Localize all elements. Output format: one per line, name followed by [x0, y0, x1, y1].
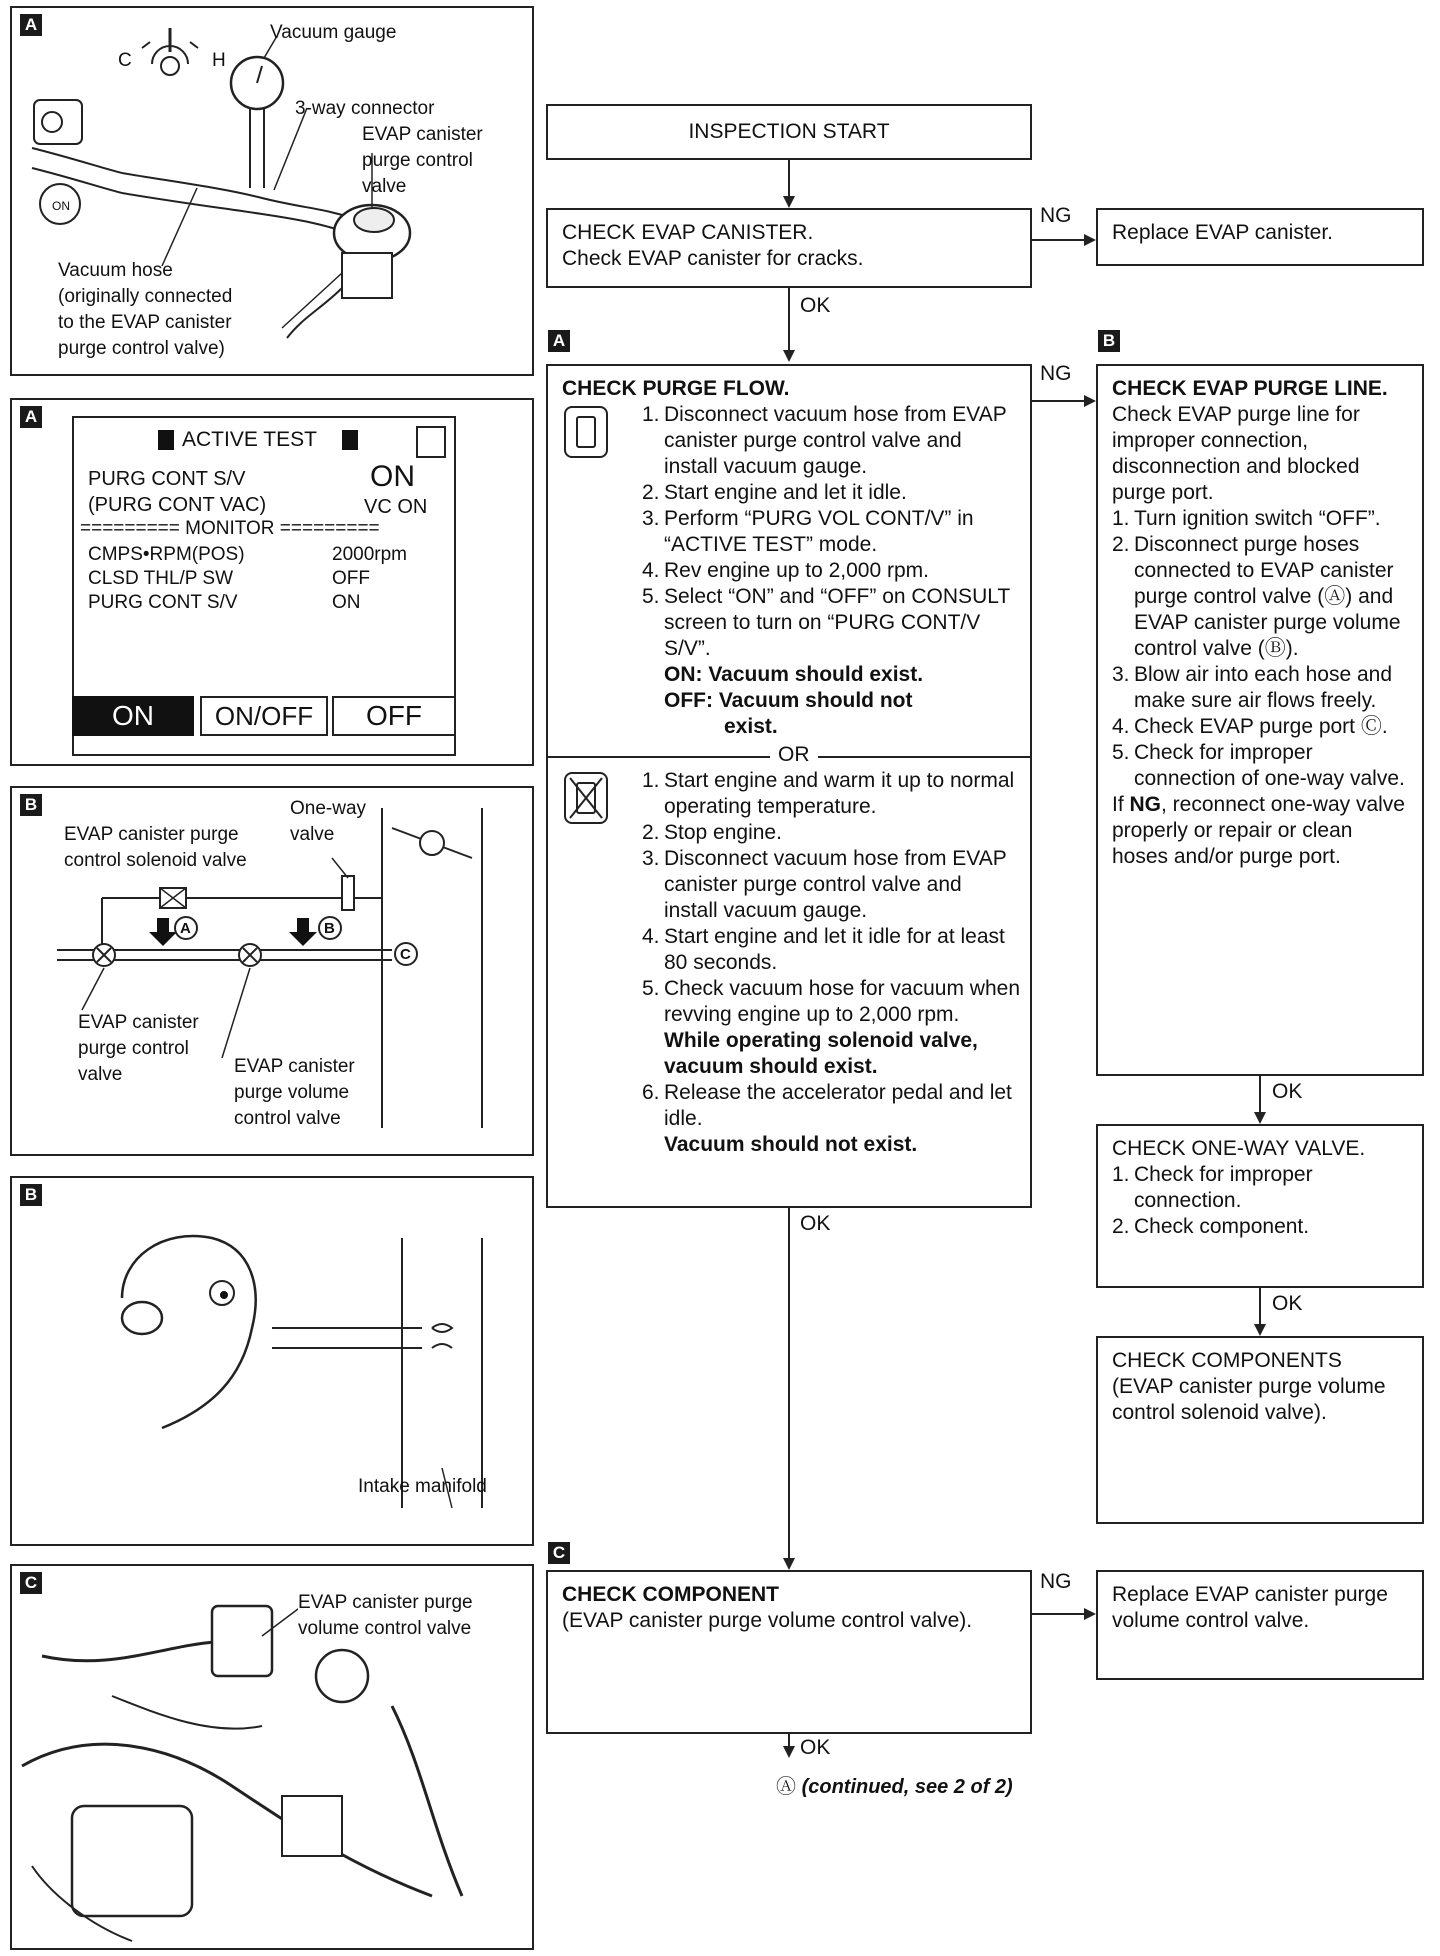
solenoid-label-1: EVAP canister purge — [64, 824, 239, 845]
or-label: OR — [770, 742, 818, 768]
purge-off-note-1: OFF: Vacuum should not — [664, 689, 913, 712]
components-title: CHECK COMPONENTS — [1112, 1349, 1342, 1372]
purge-flow-steps-b — [642, 768, 1020, 1158]
vacuum-hose-label-2: (originally connected — [58, 286, 233, 307]
purge-line-text: Check EVAP purge line for improper connection, disconnection and blocked purge port. — [1112, 403, 1360, 504]
panel-letter-a: A — [20, 406, 42, 428]
monitor-row2-label: CLSD THL/P SW — [88, 568, 234, 589]
purge-line-step-5: 5. Check for improper connection of one-way valve. — [1112, 741, 1405, 790]
purge-step-b5: 5. Check vacuum hose for vacuum when revving engine up to 2,000 rpm. — [642, 977, 1021, 1026]
ignition-on-label: ON — [52, 199, 70, 213]
monitor-row2-value: OFF — [332, 568, 370, 589]
purge-line-steps — [1112, 506, 1408, 792]
purge-on-note: ON: Vacuum should exist. — [664, 663, 924, 686]
purge-step-a1: 1. Disconnect vacuum hose from EVAP canister purge control valve and install vacuum gauge. — [642, 403, 1007, 478]
oneway-steps — [1112, 1162, 1408, 1240]
purge-line-step-4: 4. Check EVAP purge port Ⓒ. — [1112, 715, 1388, 738]
volume-valve-label-2: purge volume — [234, 1082, 350, 1103]
purge-line-footer: If NG, reconnect one-way valve properly or repair or clean hoses and/or purge port. — [1112, 793, 1405, 868]
engine-photo-label-2: volume control valve — [298, 1618, 472, 1639]
continued-text: (continued, see 2 of 2) — [801, 1776, 1013, 1798]
temp-gauge-h-label: H — [212, 50, 226, 71]
vacuum-hose-label-3: to the EVAP canister — [58, 312, 232, 333]
solenoid-label-2: control solenoid valve — [64, 850, 247, 871]
panel-letter-c: C — [20, 1572, 42, 1594]
intake-manifold-label: Intake manifold — [358, 1476, 487, 1497]
monitor-divider: ========= MONITOR ========= — [80, 518, 380, 539]
purge-line-step-3: 3. Blow air into each hose and make sure air flows freely. — [1112, 663, 1392, 712]
purge-valve-label-3: valve — [362, 176, 407, 197]
purge-line-title: CHECK EVAP PURGE LINE. — [1112, 377, 1388, 400]
check-components-box — [1096, 1336, 1424, 1524]
purge-valve-label-2: purge control — [362, 150, 473, 171]
continued-note — [776, 1770, 1013, 1799]
purge-step-b4: 4. Start engine and let it idle for at least 80 seconds. — [642, 925, 1005, 974]
edge-ok-canister: OK — [800, 294, 831, 317]
check-purge-line-box — [1096, 364, 1424, 1076]
replace-canister-box — [1096, 208, 1424, 266]
temp-gauge-c-label: C — [118, 50, 132, 71]
consult-icon — [564, 406, 608, 458]
flow-letter-c: C — [548, 1542, 570, 1564]
edge-ng-component: NG — [1040, 1570, 1072, 1593]
purge-step-a4: 4. Rev engine up to 2,000 rpm. — [642, 559, 930, 582]
purge-step-b6: 6. Release the accelerator pedal and let idle. — [642, 1081, 1012, 1130]
volume-valve-label-3: control valve — [234, 1108, 341, 1129]
purge-flow-top — [562, 376, 1022, 402]
oneway-title: CHECK ONE-WAY VALVE. — [1112, 1137, 1366, 1160]
edge-ok-purge-flow: OK — [800, 1212, 831, 1235]
purge-line-step-2: 2. Disconnect purge hoses connected to EVAP canister purge control valve (Ⓐ) and EVAP canister purge volume control valve (Ⓑ). — [1112, 533, 1401, 660]
engine-photo-label-1: EVAP canister purge — [298, 1592, 473, 1613]
on-button[interactable]: ON — [72, 696, 194, 736]
purge-valve-label-1: EVAP canister — [362, 124, 483, 145]
edge-ok-purge-line: OK — [1272, 1080, 1303, 1103]
flow-letter-a: A — [548, 330, 570, 352]
off-button[interactable]: OFF — [332, 696, 456, 736]
replace-volume-text: Replace EVAP canister purge volume control valve. — [1112, 1583, 1388, 1632]
purge-valve-label-2: purge control — [78, 1038, 189, 1059]
row1-label: PURG CONT S/V — [88, 468, 246, 490]
oneway-step-2: 2. Check component. — [1112, 1215, 1310, 1238]
purge-step-b1: 1. Start engine and warm it up to normal operating temperature. — [642, 769, 1015, 818]
purge-step-b3: 3. Disconnect vacuum hose from EVAP canister purge control valve and install vacuum gauge. — [642, 847, 1007, 922]
check-oneway-valve-box — [1096, 1124, 1424, 1288]
purge-step-a3: 3. Perform “PURG VOL CONT/V” in “ACTIVE TEST” mode. — [642, 507, 974, 556]
row2-label: (PURG CONT VAC) — [88, 494, 267, 516]
purge-valve-label-3: valve — [78, 1064, 123, 1085]
monitor-row3-label: PURG CONT S/V — [88, 592, 238, 613]
vacuum-hose-label-4: purge control valve) — [58, 338, 225, 359]
replace-volume-valve-box — [1096, 1570, 1424, 1680]
purge-off-note-2: exist. — [724, 715, 778, 738]
panel-letter-b: B — [20, 794, 42, 816]
no-consult-icon — [564, 772, 608, 824]
purge-flow-title: CHECK PURGE FLOW. — [562, 377, 790, 400]
continued-symbol: Ⓐ — [776, 1776, 796, 1798]
active-test-title: ACTIVE TEST — [182, 428, 317, 451]
flow-letter-b: B — [1098, 330, 1120, 352]
purge-step-a2: 2. Start engine and let it idle. — [642, 481, 907, 504]
purge-valve-label-1: EVAP canister — [78, 1012, 199, 1033]
oneway-label-2: valve — [290, 824, 335, 845]
vacuum-hose-label-1: Vacuum hose — [58, 260, 173, 281]
check-purge-flow-box — [546, 364, 1032, 1208]
check-canister-box — [546, 208, 1032, 288]
inspection-start-box — [546, 104, 1032, 160]
row2-value: VC ON — [364, 496, 428, 518]
edge-ok-oneway: OK — [1272, 1292, 1303, 1315]
inspection-start-label: INSPECTION START — [688, 120, 890, 143]
volume-valve-label-1: EVAP canister — [234, 1056, 355, 1077]
marker-b: B — [324, 920, 335, 937]
edge-ok-component: OK — [800, 1736, 831, 1759]
monitor-row3-value: ON — [332, 592, 361, 613]
purge-step-b2: 2. Stop engine. — [642, 821, 782, 844]
row1-value: ON — [370, 460, 415, 493]
purge-step-a5: 5. Select “ON” and “OFF” on CONSULT screen to turn on “PURG CONT/V S/V”. — [642, 585, 1010, 660]
component-text: (EVAP canister purge volume control valve). — [562, 1609, 973, 1632]
panel-letter-b: B — [20, 1184, 42, 1206]
edge-ng-purge-flow: NG — [1040, 362, 1072, 385]
check-canister-text: Check EVAP canister for cracks. — [562, 247, 864, 270]
on-off-button[interactable]: ON/OFF — [200, 696, 328, 736]
monitor-row1-label: CMPS•RPM(POS) — [88, 544, 245, 565]
three-way-connector-label: 3-way connector — [295, 98, 435, 119]
monitor-row1-value: 2000rpm — [332, 544, 407, 565]
purge-step-b5-note: While operating solenoid valve, vacuum should exist. — [664, 1029, 978, 1078]
check-component-box — [546, 1570, 1032, 1734]
marker-a: A — [180, 920, 191, 937]
panel-letter-a: A — [20, 14, 42, 36]
component-title: CHECK COMPONENT — [562, 1583, 780, 1606]
edge-ng-canister: NG — [1040, 204, 1072, 227]
oneway-step-1: 1. Check for improper connection. — [1112, 1163, 1313, 1212]
purge-flow-steps-a — [642, 402, 1020, 740]
vacuum-gauge-label: Vacuum gauge — [270, 22, 397, 43]
check-canister-title: CHECK EVAP CANISTER. — [562, 221, 814, 244]
purge-step-b6-note: Vacuum should not exist. — [664, 1133, 918, 1156]
purge-line-step-1: 1. Turn ignition switch “OFF”. — [1112, 507, 1381, 530]
components-text: (EVAP canister purge volume control solenoid valve). — [1112, 1375, 1386, 1424]
marker-c: C — [400, 946, 411, 963]
replace-canister-text: Replace EVAP canister. — [1112, 221, 1334, 244]
oneway-label-1: One-way — [290, 798, 367, 819]
